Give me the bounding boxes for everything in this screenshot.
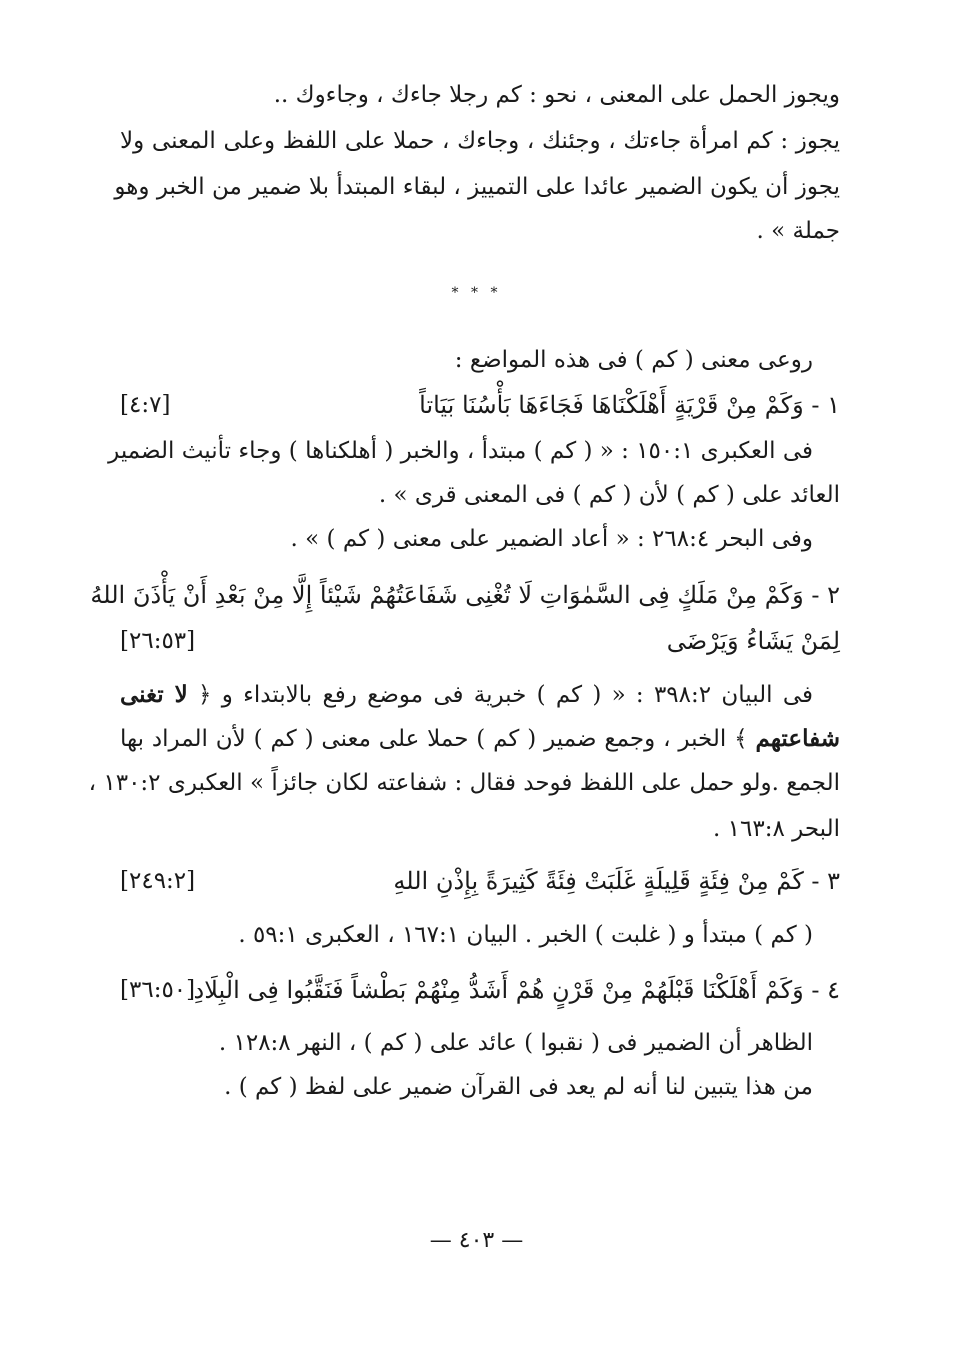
verse-3-reference: [٢٤٩:٢] [120,868,196,894]
text-line-15: من هذا يتبين لنا أنه لم يعد فى القرآن ضمير على لفظ ( كم ) . [224,1074,813,1100]
verse-1: ١ - وَكَمْ مِنْ قَرْيَةٍ أَهْلَكْنَاهَا فَجَاءَهَا بَأْسُنَا بَيَاتاً [419,391,840,419]
verse-2-line-1: ٢ - وَكَمْ مِنْ مَلَكٍ فِى السَّمٰوَاتِ لَا تُغْنِى شَفَاعَتُهُمْ شَيْئاً إِلَّا مِنْ بَعْدِ أَنْ يَأْذَنَ اللهُ [90,581,840,609]
text-line-1: ويجوز الحمل على المعنى ، نحو : كم رجلا جاءك ، وجاءوك .. [273,82,840,108]
text-line-3: يجوز أن يكون الضمير عائدا على التمييز ، لبقاء المبتدأ بلا ضمير من الخبر وهو [114,174,840,200]
section-separator: * * * [451,285,502,301]
section-heading: روعى معنى ( كم ) فى هذه المواضع : [454,347,813,373]
text-line-4: جملة » . [756,218,840,244]
verse-4: ٤ - وَكَمْ أَهْلَكْنَا قَبْلَهُمْ مِنْ قَرْنٍ هُمْ أَشَدُّ مِنْهُمْ بَطْشاً فَنَقَّبُوا فِى الْبِلَادِ [193,976,840,1004]
page-number: — ٤٠٣ — [429,1228,524,1253]
verse-1-reference: [٤:٧] [120,392,171,418]
text-line-9-main: فى البيان ٣٩٨:٢ : « ( كم ) خبرية فى موضع رفع بالابتداء و ﴿ [197,682,813,708]
verse-4-reference: [٣٦:٥٠] [120,977,196,1003]
quoted-phrase-start: لا تغنى [120,681,188,708]
verse-2-line-2: لِمَنْ يَشَاءُ وَيَرْضَى [666,627,840,655]
text-line-12: البحر ١٦٣:٨ . [713,816,840,842]
text-line-13: ( كم ) مبتدأ و ( غلبت ) الخبر . البيان ١٦٧:١ ، العكبرى ٥٩:١ . [238,922,813,948]
text-line-7: العائد على ( كم ) لأن ( كم ) فى المعنى قرى » . [378,482,840,508]
text-line-9 [120,680,813,710]
text-line-10 [120,724,840,754]
text-line-6: فى العكبرى ١٥٠:١ : « ( كم ) مبتدأ ، والخبر ( أهلكناها ) وجاء تأنيث الضمير [108,438,813,464]
text-line-11: الجمع .ولو حمل على اللفظ فوحد فقال : شفاعته لكان جائزاً » العكبرى ١٣٠:٢ ، [88,770,840,796]
text-line-14: الظاهر أن الضمير فى ( نقبوا ) عائد على ( كم ) ، النهر ١٢٨:٨ . [218,1030,813,1056]
verse-3: ٣ - كَمْ مِنْ فِئَةٍ قَلِيلَةٍ غَلَبَتْ فِئَةً كَثِيرَةً بِإِذْنِ اللهِ [393,867,840,895]
text-line-10-main: ﴾ الخبر ، وجمع ضمير ( كم ) حملا على معنى ( كم ) لأن المراد بها [120,726,748,752]
quoted-phrase-end: شفاعتهم [755,725,841,752]
text-line-8: وفى البحر ٢٦٨:٤ : « أعاد الضمير على معنى ( كم ) » . [290,526,813,552]
text-line-2: يجوز : كم امرأة جاءتك ، وجئنك ، وجاءك ، حملا على اللفظ وعلى المعنى ولا [120,128,840,154]
verse-2-reference: [٢٦:٥٣] [120,628,196,654]
